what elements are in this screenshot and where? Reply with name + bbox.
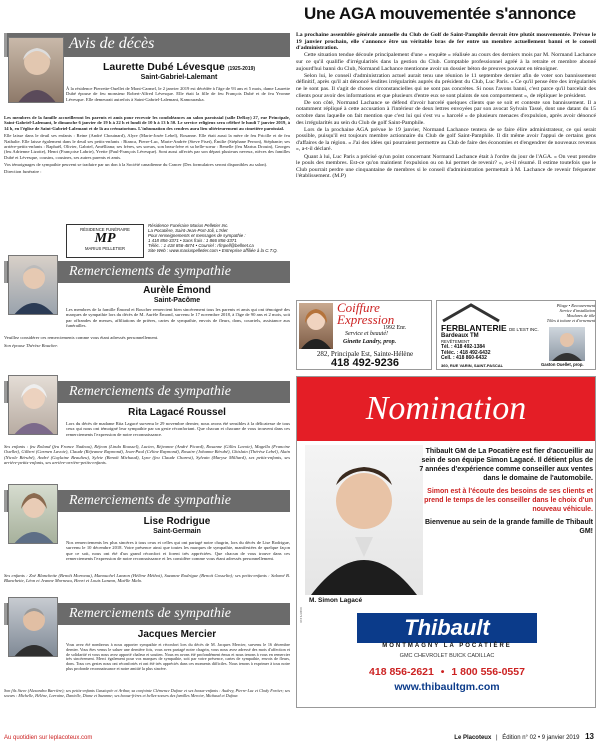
article-paragraph: De son côté, Normand Lachance se défend d'avoir harcelé quelques clients que se soit et conteste son bannissement. Il a notamment répliqué à cette accusation à l'intérieur de deux lettres envoyées par son avocat Sylvain Tassé, dont une datant du 15 octobre dans laquelle on fait mention que c'est lui qui s'est vu « harcelé » de plusieurs menaces d'expulsion, après avoir dénoncé des irrégularités au sein du Club de golf Saint-Pamphile. (296, 99, 596, 126)
avis-deces-banner: Avis de décès (4, 33, 290, 57)
lise-name: Lise Rodrigue (143, 516, 211, 527)
coiffure-title-2: Expression (337, 312, 395, 327)
rem1-text-1: Les membres de la famille Émond et Boucher remercient bien sincèrement tous les parents et amis qui ont témoigné des marques de sympathie lors du décès de M. Aurèle Émond, survenu le 17 novembre 2018, à l'âge de 90 ans et 2 mois, soit par offrandes de messes, affiliations de prières, cartes de sympathie, envois de fleurs, dons, courriels, assistance aux funérailles. (66, 307, 290, 329)
ferblanterie-address: 360, RUE VARIN, SAINT-PASCAL (441, 363, 504, 368)
nomination-title: Nomination (297, 377, 595, 441)
footer-website[interactable]: Au quotidien sur leplacoteux.com (4, 735, 93, 741)
nomination-p3: Bienvenue au sein de la grande famille de Thibault GM! (424, 519, 593, 535)
coiffure-address: 282, Principale Est, Sainte-Hélène (316, 350, 414, 358)
avis-text-1: À la résidence Pierrette-Ouellet de Mont-Carmel, le 2 janvier 2019 est décédée à l'âge de 93 ans et 5 mois, dame Laurette Dubé épouse de feu monsieur Robert-Alfred Lévesque. Elle était la fille de feu François Dubé et de feu Yvonne Lévesque. Elle demeurait autrefois à Saint-Gabriel-Lalemant, Kamouraska. (66, 86, 290, 102)
coiffure-ad (296, 300, 432, 370)
ads-row (296, 300, 596, 370)
article-paragraph: Cette situation tendue découle principalement d'une « enquête » réalisée au cours des derniers mois par M. Normand Lachance sur ce qu'il qualifie d'irrégularités dans la gestion du Club. Comptable professionnel agréé à la retraite et membre abonné aujourd'hui banni du Club, Normand Lachance mentionne avoir un dossier béton de preuves pouvant en témoigner. (296, 52, 596, 72)
article-body (296, 32, 596, 181)
rem2-text-2: Ses enfants : feu Roland (feu France Nadeau), Réjean (Linda Roussel), Lucien, Réjeanne (André Picard), Rosanne (Gilles Lavoie), Magella (Francine Ouellet), Gilbert (Carmen Lavoie), Claude (Réjeanne Raymond), Jean-Paul (Céline Raymond), Rosaire (Johanne Bérubé), Ghislain (Thérèse Lebel), Alain (Nicole Bérubé), André (Guylaine Beaulieu), Sylvie (Benoît Michaud), Lyne (feu Claude Charest), Sylvain (Maryse Milliard), ses petits-enfants, ses arrière-petits-enfants, ses arrière-arrière-petits-enfants. (4, 444, 290, 466)
ferblanterie-cell: Cell. : 418 860-6432 (441, 355, 487, 361)
nomination-p1: Thibault GM de La Pocatière est fier d'accueillir au sein de son équipe Simon Lagacé. Il détient plus de 7 années d'expérience comme conseiller aux ventes dans le domaine de l'automobile. (419, 448, 593, 482)
rem1-signature: Son épouse Thérèse Boucher. (4, 343, 58, 349)
thibault-location: MONTMAGNY LA POCATIÈRE (382, 643, 512, 649)
roof-icon (441, 303, 501, 323)
ferblanterie-services: Pliage • Recouvrement Service d'installation Moulures de tôle Tôles à toiture et d'ornement (546, 303, 595, 323)
ferblanterie-telec: Téléc. : 418 492-6432 (441, 349, 491, 356)
footer-edition: Édition n° 02 • 9 janvier 2019 (502, 735, 580, 741)
remerciements-mercier (4, 603, 290, 698)
jacques-name: Jacques Mercier (137, 629, 217, 640)
avis-deces-section (4, 33, 290, 254)
simon-photo (305, 445, 423, 595)
coiffure-est: 1992 Enr. (383, 325, 407, 331)
ferblanterie-tel: Tél. : 418 492-1384 (441, 344, 485, 350)
deceased-name: Laurette Dubé Lévesque (1925-2019) (102, 61, 256, 73)
coiffure-phone: 418 492-9236 (331, 357, 399, 369)
laurette-photo (8, 37, 64, 103)
footer-brand: Le Placoteux (454, 735, 492, 741)
avis-text-2: Les membres de la famille accueilleront les parents et amis pour recevoir les condoléances au salon paroissial (salle DeRoy) 27, rue Principale, Saint-Gabriel-Lalemant, le dimanche 6 janvier de 19 h à 22 h et lundi de 10 h à 13 h 50. Le service religieux sera célébré le lundi 7 janvier 2019, à 14 h, en l'église de Saint-Gabriel-Lalemant et de là au crématorium. L'inhumation des cendres aura lieu ultérieurement au cimetière paroissial. (4, 115, 290, 131)
coiffure-photo (299, 303, 333, 349)
nomination-p2: Simon est à l'écoute des besoins de ses clients et prend le temps de les conseiller dans le choix d'un nouveau véhicule. (424, 488, 593, 513)
coiffure-owner: Ginette Landry, prop. (343, 339, 397, 345)
remerciements-lagace (4, 381, 290, 466)
ferblanterie-brand-sub: REVÊTEMENT (441, 339, 470, 344)
article-paragraph: Quant à lui, Luc Paris a précisé qu'un point concernant Normand Lachance était à l'ordre du jour de l'AGA. « On veut prendre le pouls des membres. Est-ce qu'on maintient l'expulsion ou on lui permet de revenir? », a-t-il résumé. Il estime toutefois que le Club pourrait perdre une cinquantaine de membres si le conseil d'administration permettait à M. Lachance de revenir fréquenter l'établissement. (M.P) (296, 153, 596, 180)
rem2-text-1: Lors du décès de madame Rita Lagacé survenu le 29 novembre dernier, nous avons été sensibles à la délicatesse de tous ceux qui nous ont témoigné leur sympathie par un geste réconfortant. Que chacun et chacune de vous trouvent dans ces remerciements l'expression de notre reconnaissance. (66, 421, 290, 437)
remerciements-banner: Remerciements de sympathie (4, 261, 290, 283)
aurele-photo (8, 255, 58, 315)
rem1-text-2: Veuillez considérer ces remerciements comme vous étant adressés personnellement. (4, 335, 159, 340)
ferblanterie-ad (436, 300, 596, 370)
funeral-home-logo: RÉSIDENCE FUNÉRAIRE MP MARIUS PELLETIER (66, 224, 144, 258)
coiffure-slogan: Service et beauté! (345, 331, 388, 337)
news-column (296, 4, 596, 734)
ferblanterie-name: FERBLANTERIE DE L'EST INC. (441, 323, 539, 333)
ferblanterie-owner: Gaston Ouellet, prop. (541, 362, 584, 367)
funeral-home-info: Résidence Funéraire Marius Pelletier Inc. La Pocatière, Saint-Jean-Port-Joli, L'Islet Pour renseignements et messages de sympathie : 1 418 856-3371 • Sans frais : 1 866 856-3371 Téléc. : 1 418 856-4874 • Courriel : rfmpell@bellnet.ca Site Web : www.mariuspelletier.com • Entreprise affiliée à la C.T.Q. (148, 223, 278, 254)
gaston-photo (549, 327, 585, 361)
aurele-place: Saint-Pacôme (153, 297, 201, 304)
thibault-website[interactable]: www.thibaultgm.com (394, 681, 500, 693)
avis-text-4: Vos témoignages de sympathie peuvent se traduire par un don à la Société canadienne du Cancer (Des formulaires seront disponibles au salon). (4, 162, 268, 168)
page-number: 13 (585, 732, 594, 741)
aurele-name: Aurèle Émond (143, 285, 211, 296)
avis-direction: Direction funéraire : (4, 168, 42, 174)
article-paragraph: Lors de la prochaine AGA prévue le 19 janvier, Normand Lachance tentera de se faire élire administrateur, ce qui serait possible, puisqu'il est toujours membre actionnaire du Club de golf Saint-Pamphile. Il dit même avoir l'appui de certains gens d'affaires de la région. « J'ai des idées qui pourraient permettre au Club de faire des économies et d'engendrer de nouveaux revenus », a-t-il déclaré. (296, 126, 596, 153)
rem3-text-1: Nos remerciements les plus sincères à tous ceux et celles qui ont partagé notre chagrin, lors du décès de Lise Rodrigue, survenu le 10 décembre 2018. Votre présence ainsi que toutes les marques de sympathie, manifestées de quelque façon que ce soit, nous ont été d'un grand réconfort et forent très appréciées. Que chacun de vous trouve dans ces remerciements l'expression de notre reconnaissance et les considère comme vous étant adressés personnellement. (66, 540, 290, 562)
remerciements-banner: Remerciements de sympathie (4, 490, 290, 512)
ad-reference: 001871139 (299, 607, 303, 623)
lise-photo (8, 484, 58, 544)
ferblanterie-brand: Bardeaux TM (441, 333, 479, 339)
remerciements-rodrigue (4, 490, 290, 584)
gm-brands: GMC CHEVROLET BUICK CADILLAC (399, 653, 495, 659)
rem3-text-2: Ses enfants : Zoë Blanchette (Benoît Morneau), Manouchel Lanzon (Hélène Méthot), Suzanne Rodrigue (Benoit Gosselin); ses petits-enfants : Salomé B. Blanchette, Léon et Jeanne Morneau, Henri et Louis Lanzon, Maëlle Malo. (4, 573, 290, 584)
coiffure-title-1: Coiffure (337, 300, 380, 315)
remerciements-emond (4, 261, 290, 349)
remerciements-banner: Remerciements de sympathie (4, 603, 290, 625)
thibault-phone-2[interactable]: 1 800 556-0557 (451, 666, 525, 678)
obituaries-column (4, 33, 290, 723)
article-lead: La prochaine assemblée générale annuelle du Club de Golf de Saint-Pamphile devrait être plutôt mouvementée. Prévue le 19 janvier prochain, elle s'annonce être un véritable bras de fer entre un membre actuellement banni et le conseil d'administration. (296, 32, 596, 52)
jacques-photo (8, 597, 58, 657)
rita-name: Rita Lagacé Roussel (128, 407, 226, 418)
rita-photo (8, 375, 58, 435)
deceased-place: Saint-Gabriel-Lalemant (140, 74, 218, 81)
avis-text-3: Elle laisse dans le deuil ses enfants : Reine (André Chouinard), Alyre (Marie-Josée Lebel), Rosanne. Elle était aussi la mère de feu Pricille et de feu Nathalie. Elle laisse également dans le deuil ses petits-enfants : Bianca, Pierre-Luc, Marie-Andrée (Steve Fiset), Émilie (Stéphane Perron), Stéphanie; ses arrière-petits-enfants : Raphaël, Olivier, Gabriel, Amélliana; ses frères, ses soeurs, son beau-frère et sa belle-soeur : Benelle (feu Marius Drouin), Georges (feu Adrienne Lizotte), Henri (Françoise Labrie), Yvette (Paul-François Lévesque). Sont aussi affectés par son départ plusieurs neveux, nièces des familles Dubé et Lévesque, cousins, cousines, ses autres parents et amis. (4, 133, 290, 160)
rem4-text-2: Son fils Steve (Alexandra Barrière); ses petits-enfants Gassiopée et Arthur, sa conjointe Clémence Dufour et ses beaux-enfants : Audrey, Pierre-Luc et Clody Fortier; ses soeurs : Michelle, Hélène, Lorraine, Danielle, Diane et Suzanne; ses beaux-frères et belles-soeurs des familles Mercier, Michaud et Dufour. (4, 688, 290, 698)
thibault-logo: Thibault (357, 613, 537, 643)
lise-place: Saint-Germain (153, 528, 201, 535)
article-paragraph: Selon lui, le conseil d'administration actuel aurait tenu une réunion le 11 septembre dernier afin de voter son bannissement définitif, après qu'il ait dénoncé lesdites irrégularités auprès du président du Club, Luc Paris. « Ce qu'il pense être des irrégularités ne le sont pas. Il s'agit de choses circonstancielles qui ne sont pas concrètes. Si nous l'avons banni, c'est parce qu'il barcelait des clients pour avoir des informations et que plusieurs d'entre eux se sont plaints de son comportement », de répliquer le président. (296, 72, 596, 99)
footer-info: Le Placoteux | Édition n° 02 • 9 janvier 2019 13 (454, 732, 594, 741)
nomination-ad: Nomination M. Simon Lagacé Thibault GM de La Pocatière est fier d'accueillir au sein de son équipe Simon Lagacé. Il détient plus de 7 années d'expérience comme conseiller aux ventes dans le domaine de l'automobile. Simon est à l'écoute des besoins de ses clients et prend le temps de les conseiller dans le choix d'un nouveau véhicule. Bienvenue au sein de la grande famille de Thibault GM! Thibault MONTMAGNY LA POCATIÈRE GMC CHEVROLET BUICK CADILLAC 418 856-2621 • 1 800 556-0557 www.thibaultgm.com 001871139 (296, 376, 596, 708)
simon-caption: M. Simon Lagacé (309, 597, 363, 604)
remerciements-banner: Remerciements de sympathie (4, 381, 290, 403)
article-headline: Une AGA mouvementée s'annonce (304, 4, 576, 23)
thibault-phone-1[interactable]: 418 856-2621 (369, 666, 434, 678)
rem4-text-1: Vous avez été nombreux à nous apporter sympathie et réconfort lors du décès de M. Jacques Mercier, survenu le 16 décembre dernier. Vous êtes venus le saluer une dernière fois, vous avez partagé notre chagrin, vous nous avez adressé des mots d'affection et de solidarité et vous nous avez apporté chaleur et soutien. Nous en avons été profondément émus et nous tenons à vous en remercier très sincèrement. Merci également pour vos marques de sympathie, soit par votre présence, cartes de sympathie, envois de fleurs, dons. Tous ces gestes nous ont réconfortés et ont été très appréciés dans ces moments difficiles. Nous tenons à exprimer à tous notre plus profonde reconnaissance et notre amitié la plus sincère. (66, 642, 290, 671)
